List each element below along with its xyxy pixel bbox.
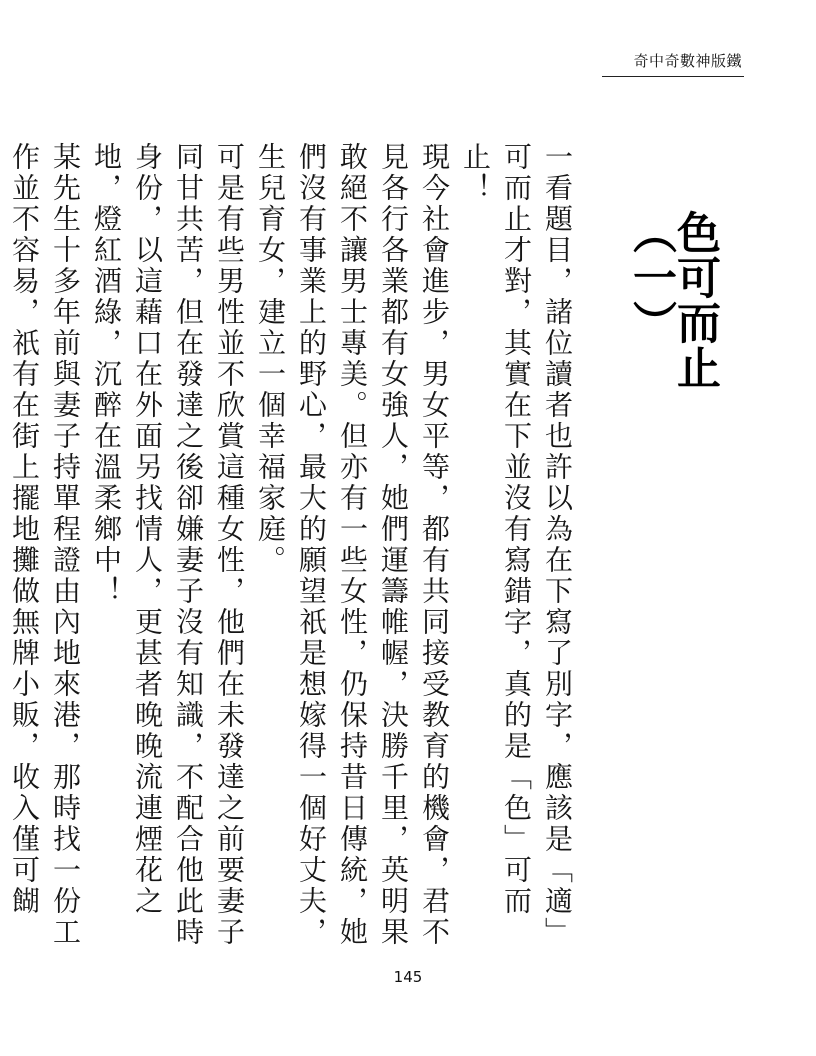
header-divider xyxy=(602,76,744,77)
chapter-title: 色可而止（一） xyxy=(625,210,720,390)
paragraph: 一看題目，諸位讀者也許以為在下寫了別字，應該是「適」可而止才對，其實在下並沒有寫錯字，真的是「色」可而止！ xyxy=(459,142,574,948)
running-header: 奇中奇數神版鐵 xyxy=(633,52,742,70)
paragraph: 現今社會進步，男女平等，都有共同接受教育的機會，君不見各行各業都有女強人，她們運籌帷幄，決勝千里，英明果敢絕不讓男士專美。但亦有一些女性，仍保持昔日傳統，她們沒有事業上的野心，最大的願望祇是想嫁得一個好丈夫，生兒育女，建立一個幸福家庭。 xyxy=(254,142,451,948)
paragraph: 可是有些男性並不欣賞這種女性，他們在未發達之前要妻子同甘共苦，但在發達之後卻嫌妻子沒有知識，不配合他此時身份，以這藉口在外面另找情人，更甚者晚晚流連煙花之地，燈紅酒綠，沉醉在溫柔鄉中！ xyxy=(90,142,246,948)
page-number: 145 xyxy=(393,968,423,986)
body-text xyxy=(0,142,578,960)
paragraph: 某先生十多年前與妻子持單程證由內地來港，那時找一份工作並不容易，祇有在街上擺地攤做無牌小販，收入僅可餬 xyxy=(8,142,82,948)
